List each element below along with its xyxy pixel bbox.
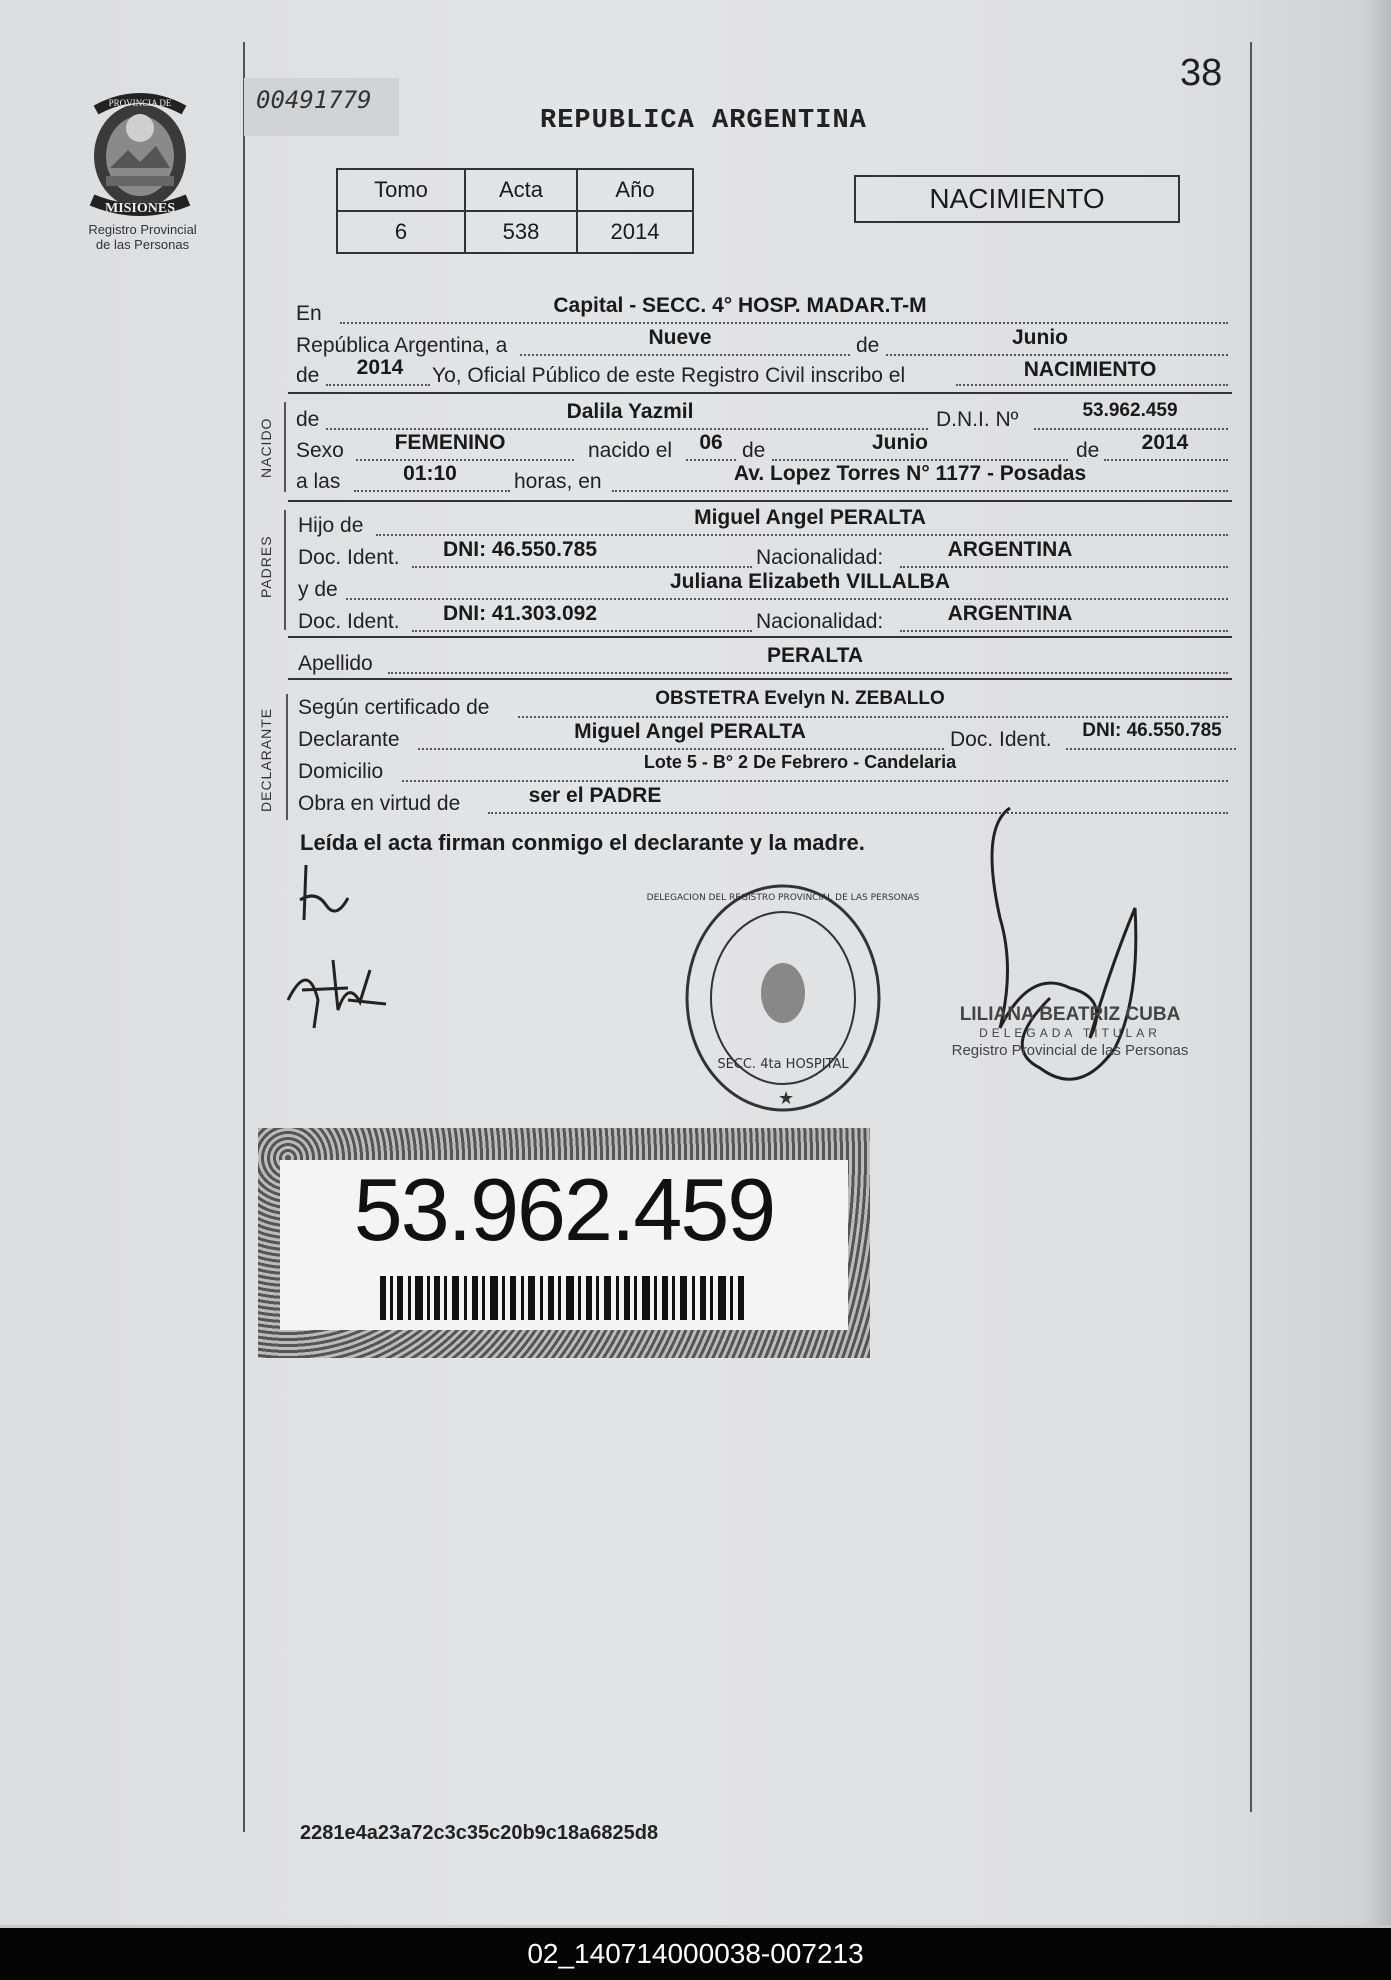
section-divider — [288, 636, 1232, 638]
page-edge-shadow — [1361, 0, 1391, 1925]
de-label: de — [856, 334, 880, 357]
apellido-value: PERALTA — [766, 644, 864, 667]
horas-en-label: horas, en — [514, 470, 602, 493]
registrar-title: DELEGADA TITULAR — [979, 1026, 1161, 1040]
logo-caption — [60, 222, 225, 252]
dotted-line — [388, 672, 1228, 674]
section-divider — [288, 392, 1232, 394]
dotted-line — [356, 459, 574, 461]
dotted-line — [520, 354, 850, 356]
certificado-label: Según certificado de — [298, 696, 490, 719]
birth-year-value: 2014 — [1141, 431, 1189, 454]
dotted-line — [518, 716, 1228, 718]
declarant-initial-signature — [296, 860, 356, 930]
hijo-de-label: Hijo de — [298, 514, 364, 537]
dotted-line — [1034, 428, 1228, 430]
obra-label: Obra en virtud de — [298, 792, 461, 815]
father-name-value: Miguel Angel PERALTA — [694, 506, 926, 529]
logo-top-text: PROVINCIA DE — [108, 98, 172, 108]
dotted-line — [326, 384, 430, 386]
domicilio-value: Lote 5 - B° 2 De Febrero - Candelaria — [643, 752, 957, 772]
mother-nationality-value: ARGENTINA — [947, 602, 1073, 625]
madre-doc-label: Doc. Ident. — [298, 610, 400, 633]
dotted-line — [418, 748, 944, 750]
inscribo-label: Yo, Oficial Público de este Registro Civil inscribo el — [432, 364, 906, 387]
padre-nac-label: Nacionalidad: — [756, 546, 884, 569]
dotted-line — [612, 490, 1228, 492]
padres-bracket — [284, 510, 286, 630]
registry-table — [336, 168, 694, 254]
anio-value: 2014 — [577, 211, 693, 253]
logo-caption-line-1: Registro Provincial — [88, 222, 197, 237]
closing-statement: Leída el acta firman conmigo el declarante y la madre. — [300, 830, 865, 855]
country-heading: REPUBLICA ARGENTINA — [540, 106, 867, 136]
child-dni-value: 53.962.459 — [1082, 400, 1178, 421]
place-value: Capital - SECC. 4° HOSP. MADAR.T-M — [553, 294, 927, 317]
misiones-coat-of-arms-logo — [78, 88, 203, 218]
tomo-value: 6 — [337, 211, 465, 253]
dotted-line — [346, 598, 1228, 600]
left-margin-line — [243, 42, 245, 1832]
mother-name-value: Juliana Elizabeth VILLALBA — [669, 570, 951, 593]
dni-label: D.N.I. Nº — [936, 408, 1019, 431]
sexo-value: FEMENINO — [394, 431, 506, 454]
birth-day-value: 06 — [699, 431, 723, 454]
dotted-line — [900, 630, 1228, 632]
registrar-block — [930, 1006, 1210, 1060]
nacido-side-label: NACIDO — [258, 417, 274, 478]
dotted-line — [772, 459, 1068, 461]
apellido-label: Apellido — [298, 652, 373, 675]
obra-value: ser el PADRE — [528, 784, 662, 807]
mother-signature — [278, 940, 388, 1030]
dotted-line — [686, 459, 736, 461]
birth-de2-label: de — [1076, 439, 1100, 462]
inscribo-value: NACIMIENTO — [1023, 358, 1157, 381]
page-number: 38 — [1180, 52, 1223, 94]
official-stamp — [646, 878, 920, 1118]
father-nationality-value: ARGENTINA — [947, 538, 1073, 561]
stamp-star-icon: ★ — [778, 1088, 795, 1109]
y-de-label: y de — [298, 578, 338, 601]
declarante-value: Miguel Angel PERALTA — [574, 720, 806, 743]
birth-de-label: de — [742, 439, 766, 462]
dotted-line — [354, 490, 510, 492]
section-divider — [288, 500, 1232, 502]
day-word-value: Nueve — [648, 326, 712, 349]
acta-header: Acta — [465, 169, 577, 211]
dotted-line — [900, 566, 1228, 568]
declarante-bracket — [286, 694, 288, 820]
registrar-org: Registro Provincial de las Personas — [951, 1042, 1189, 1059]
certificado-value: OBSTETRA Evelyn N. ZEBALLO — [655, 688, 945, 709]
barcode — [380, 1276, 750, 1320]
logo-caption-line-2: de las Personas — [95, 237, 190, 252]
birth-month-value: Junio — [872, 431, 928, 454]
year-value: 2014 — [356, 356, 404, 379]
logo-bottom-text: MISIONES — [104, 201, 176, 216]
stamp-ring-text: DELEGACION DEL REGISTRO PROVINCIAL DE LAS PERSONAS — [646, 893, 920, 903]
republica-label: República Argentina, a — [296, 334, 508, 357]
year-de-label: de — [296, 364, 320, 387]
sexo-label: Sexo — [296, 439, 344, 462]
nombre-de-label: de — [296, 408, 320, 431]
hora-value: 01:10 — [403, 462, 457, 485]
dotted-line — [376, 534, 1228, 536]
document-hash: 2281e4a23a72c3c35c20b9c18a6825d8 — [300, 1822, 659, 1844]
registrar-name: LILIANA BEATRIZ CUBA — [959, 1004, 1181, 1025]
dotted-line — [956, 384, 1228, 386]
declarante-doc-label: Doc. Ident. — [950, 728, 1052, 751]
declarante-label: Declarante — [298, 728, 400, 751]
anio-header: Año — [577, 169, 693, 211]
right-margin-line — [1250, 42, 1252, 1812]
nacido-el-label: nacido el — [588, 439, 673, 462]
domicilio-label: Domicilio — [298, 760, 384, 783]
dotted-line — [402, 780, 1228, 782]
file-name-footer: 02_140714000038-007213 — [0, 1928, 1391, 1980]
dni-sticker-number: 53.962.459 — [353, 1160, 775, 1259]
mother-doc-value: DNI: 41.303.092 — [442, 602, 598, 625]
madre-nac-label: Nacionalidad: — [756, 610, 884, 633]
dotted-line — [1104, 459, 1228, 461]
acta-value: 538 — [465, 211, 577, 253]
dotted-line — [412, 566, 752, 568]
tomo-header: Tomo — [337, 169, 465, 211]
padre-doc-label: Doc. Ident. — [298, 546, 400, 569]
dni-sticker-inner — [280, 1160, 848, 1330]
birth-place-value: Av. Lopez Torres N° 1177 - Posadas — [733, 462, 1087, 485]
act-type-box: NACIMIENTO — [854, 175, 1180, 223]
declarante-side-label: DECLARANTE — [258, 707, 274, 812]
declarante-doc-value: DNI: 46.550.785 — [1082, 720, 1222, 741]
dotted-line — [886, 354, 1228, 356]
month-value: Junio — [1012, 326, 1068, 349]
child-name-value: Dalila Yazmil — [566, 400, 694, 423]
stamp-inner-text: SECC. 4ta HOSPITAL — [717, 1057, 849, 1072]
dni-number-sticker — [258, 1128, 870, 1358]
dotted-line — [340, 322, 1228, 324]
father-doc-value: DNI: 46.550.785 — [442, 538, 598, 561]
section-divider — [288, 678, 1232, 680]
en-label: En — [296, 302, 322, 325]
hora-label: a las — [296, 470, 341, 493]
dotted-line — [326, 428, 928, 430]
padres-side-label: PADRES — [258, 535, 274, 598]
dotted-line — [1066, 748, 1236, 750]
nacido-bracket — [284, 402, 286, 492]
serial-number: 00491779 — [244, 78, 399, 136]
dotted-line — [412, 630, 752, 632]
